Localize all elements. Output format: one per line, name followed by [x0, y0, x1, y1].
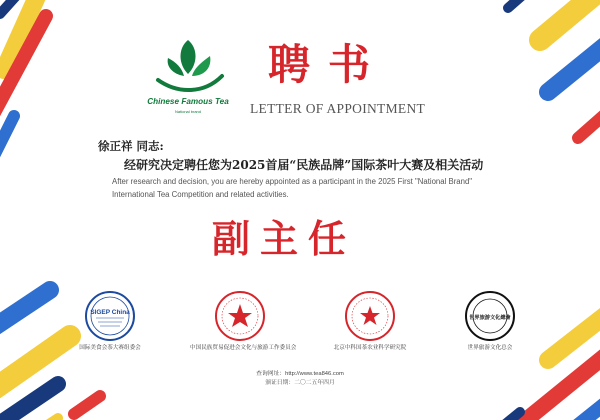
- seal-label: 国际美食会茶大赛组委会: [79, 345, 141, 351]
- seal-label: 世界旅游文化总会: [467, 345, 513, 351]
- logo-name: Chinese Famous Tea: [147, 97, 229, 106]
- seals-row: [60, 290, 540, 360]
- seal-center-text: SIGEP China: [90, 309, 130, 316]
- logo-subtext: National brand: [174, 109, 202, 114]
- seal-tea-academy: [320, 290, 420, 351]
- seal-label: 北京中科国茶农业科学研究院: [333, 345, 407, 351]
- appointment-text-zh: 经研究决定聘任您为2025首届“民族品牌”国际茶叶大赛及相关活动: [124, 158, 484, 172]
- red-star-seal-icon: [214, 290, 266, 342]
- page-subtitle: LETTER OF APPOINTMENT: [250, 101, 426, 116]
- appointment-text-en: After research and decision, you are hereby appointed as a participant in the 2025 First "National Brand" International Tea Competition and related activities.: [112, 177, 473, 199]
- sigep-seal-icon: [84, 290, 136, 342]
- page-title: 聘书: [268, 40, 389, 89]
- issue-date: 颁证日期：二〇二五年四月: [265, 380, 335, 386]
- recipient-name: 徐正祥 同志:: [98, 139, 164, 153]
- footer: [0, 370, 600, 388]
- tea-leaf-icon: [148, 36, 228, 96]
- red-star-seal-icon: [344, 290, 396, 342]
- black-seal-icon: [464, 290, 516, 342]
- seal-world-tourism: [440, 290, 540, 351]
- seal-trade-promotion: [190, 290, 297, 351]
- seal-center-text: 世界旅游文化總會: [469, 315, 511, 321]
- tea-logo: [138, 36, 238, 120]
- query-url: 查询网址：http://www.tea846.com: [256, 371, 344, 377]
- seal-sigep: [60, 290, 160, 351]
- appointed-role: 副主任: [212, 216, 357, 261]
- seal-label: 中国民族贸易促进会文化与旅游工作委员会: [190, 345, 297, 351]
